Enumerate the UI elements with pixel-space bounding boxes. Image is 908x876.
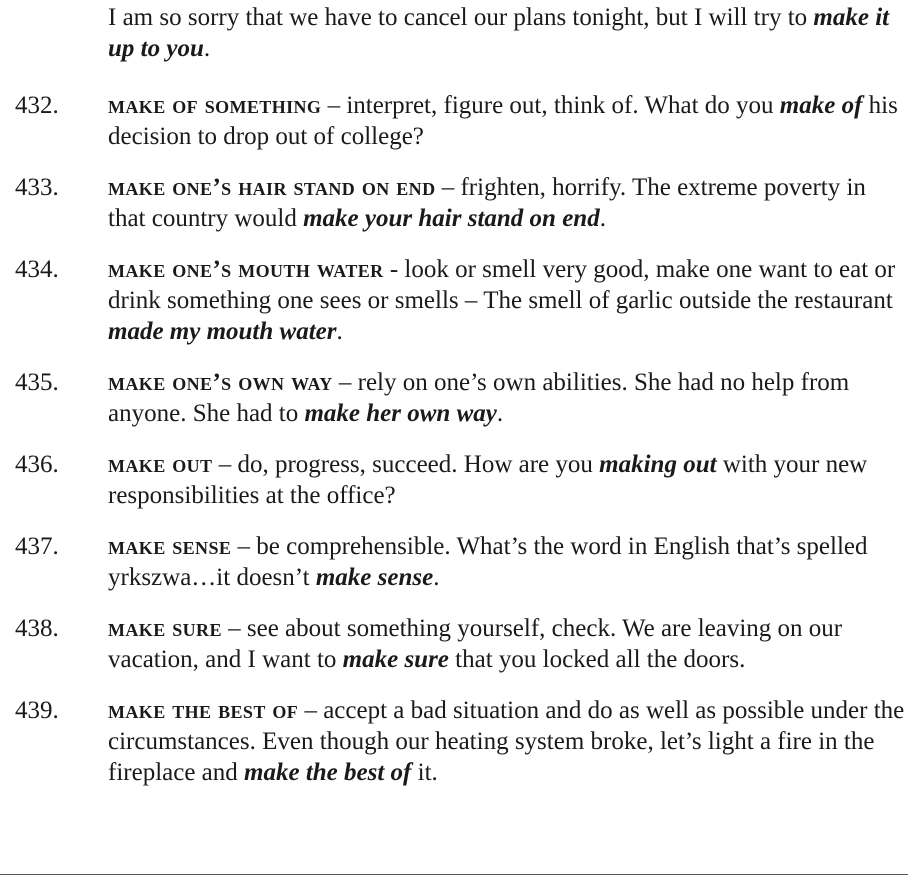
idiom-entry-437 [0, 531, 908, 593]
idiom-entry-435 [0, 367, 908, 429]
entry-trailing-text: . [599, 205, 606, 232]
entry-term: make the best of [108, 697, 299, 724]
entry-separator: – [321, 92, 347, 119]
continued-entry-text [108, 2, 906, 64]
entry-body [108, 90, 906, 152]
idiom-entry-list [0, 90, 908, 808]
entry-term: make one’s mouth water [108, 256, 384, 283]
entry-body [108, 449, 906, 511]
entry-separator: – [212, 451, 238, 478]
entry-trailing-text: that you locked all the doors. [448, 646, 746, 673]
entry-example-phrase: make sense [315, 564, 434, 591]
entry-example-phrase: made my mouth water [108, 318, 337, 345]
entry-separator: – [298, 697, 324, 724]
entry-body [108, 613, 906, 675]
entry-term: make sure [108, 615, 222, 642]
entry-number: 433. [15, 174, 59, 201]
entry-number: 432. [15, 92, 59, 119]
entry-trailing-text: . [336, 318, 343, 345]
entry-trailing-text: . [433, 564, 440, 591]
entry-body [108, 695, 906, 788]
entry-example-phrase: make the best of [244, 759, 412, 786]
entry-definition: look or smell very good, make one want to eat or drink something one sees or smells – The smell of garlic outside the restaurant [108, 256, 896, 314]
entry-example-phrase: make her own way [304, 400, 497, 427]
entry-term: make one’s hair stand on end [108, 174, 436, 201]
page-bottom-rule [0, 874, 908, 875]
intro-example-phrase: make it up to you [108, 4, 890, 62]
idiom-entry-434 [0, 254, 908, 347]
entry-number: 435. [15, 369, 59, 396]
idiom-entry-438 [0, 613, 908, 675]
entry-body [108, 367, 906, 429]
entry-definition: frighten, horrify. The extreme poverty in that country would [108, 174, 866, 232]
entry-separator: – [435, 174, 461, 201]
entry-trailing-text: with your new responsibilities at the office? [108, 451, 868, 509]
entry-definition: be comprehensible. What’s the word in English that’s spelled yrkszwa…it doesn’t [108, 533, 868, 591]
entry-number: 439. [15, 697, 59, 724]
entry-body [108, 172, 906, 234]
entry-term: make of something [108, 92, 322, 119]
entry-definition: rely on one’s own abilities. She had no help from anyone. She had to [108, 369, 850, 427]
idiom-entry-432 [0, 90, 908, 152]
entry-body [108, 531, 906, 593]
entry-separator: - [383, 256, 405, 283]
entry-term: make out [108, 451, 213, 478]
entry-definition: interpret, figure out, think of. What do you [346, 92, 780, 119]
entry-example-phrase: make of [779, 92, 863, 119]
entry-separator: – [231, 533, 257, 560]
entry-number: 434. [15, 256, 59, 283]
entry-definition: do, progress, succeed. How are you [237, 451, 600, 478]
entry-definition: accept a bad situation and do as well as possible under the circumstances. Even though our heating system broke, let’s light a fire in the fireplace and [108, 697, 905, 786]
intro-trailing-text: . [203, 35, 211, 62]
entry-example-phrase: make your hair stand on end [303, 205, 600, 232]
idiom-entry-439 [0, 695, 908, 788]
entry-example-phrase: making out [599, 451, 717, 478]
entry-number: 436. [15, 451, 59, 478]
entry-number: 438. [15, 615, 59, 642]
entry-example-phrase: make sure [342, 646, 449, 673]
entry-trailing-text: it. [411, 759, 438, 786]
entry-separator: – [332, 369, 358, 396]
entry-separator: – [221, 615, 247, 642]
entry-trailing-text: his decision to drop out of college? [108, 92, 898, 150]
intro-text: I am so sorry that we have to cancel our plans tonight, but I will try to [108, 4, 814, 31]
idiom-entry-433 [0, 172, 908, 234]
idiom-entry-436 [0, 449, 908, 511]
entry-trailing-text: . [496, 400, 504, 427]
entry-term: make one’s own way [108, 369, 333, 396]
entry-body [108, 254, 906, 347]
entry-number: 437. [15, 533, 59, 560]
entry-definition: see about something yourself, check. We are leaving on our vacation, and I want to [108, 615, 843, 673]
entry-term: make sense [108, 533, 232, 560]
